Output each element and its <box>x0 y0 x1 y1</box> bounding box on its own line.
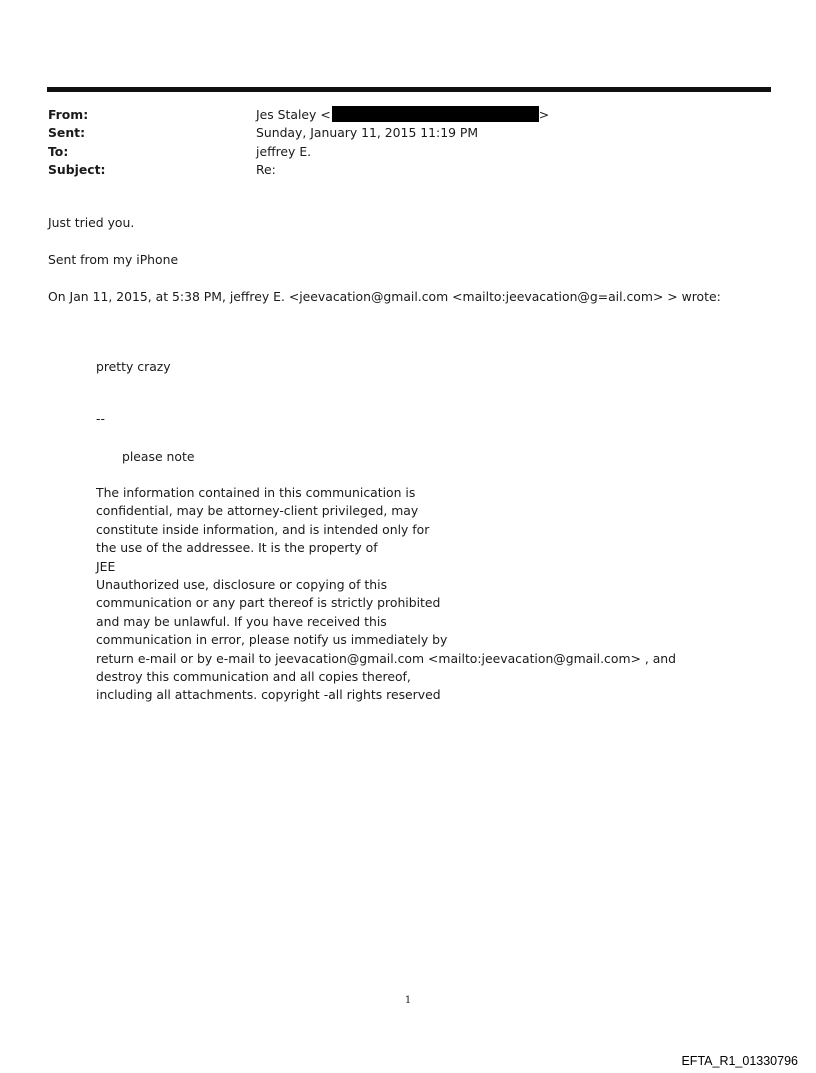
to-label: To: <box>48 143 69 159</box>
disclaimer-line: and may be unlawful. If you have received this <box>96 613 387 629</box>
quoted-message: pretty crazy <box>96 359 171 374</box>
disclaimer-line: destroy this communication and all copies thereof, <box>96 669 411 685</box>
disclaimer-line: JEE <box>96 558 116 574</box>
sent-label: Sent: <box>48 125 86 141</box>
page-number: 1 <box>404 995 412 1006</box>
disclaimer-line: constitute inside information, and is intended only for <box>96 521 430 537</box>
signature-separator: -- <box>96 411 105 426</box>
please-note-heading: please note <box>122 449 195 464</box>
disclaimer-line: The information contained in this communication is <box>96 485 416 500</box>
disclaimer-line: the use of the addressee. It is the property of <box>96 540 378 556</box>
email-body <box>48 214 788 306</box>
disclaimer-line: including all attachments. copyright -all rights reserved <box>96 687 441 703</box>
to-value: jeffrey E. <box>256 143 312 159</box>
sent-row <box>48 124 748 142</box>
from-label: From: <box>48 107 89 122</box>
disclaimer <box>96 484 676 705</box>
subject-row <box>48 161 748 179</box>
sent-value: Sunday, January 11, 2015 11:19 PM <box>256 125 479 141</box>
body-line-quote-intro: On Jan 11, 2015, at 5:38 PM, jeffrey E. <jeevacation@gmail.com <mailto:jeevacation@g=ail.com> > wrote: <box>48 288 721 304</box>
disclaimer-line: return e-mail or by e-mail to jeevacation@gmail.com <mailto:jeevacation@gmail.com> , and <box>96 650 677 666</box>
disclaimer-line: communication in error, please notify us immediately by <box>96 632 448 648</box>
disclaimer-line: Unauthorized use, disclosure or copying of this <box>96 577 388 593</box>
from-value <box>256 106 549 124</box>
redaction-block <box>332 106 539 122</box>
email-header <box>48 106 748 180</box>
from-suffix: > <box>538 107 550 122</box>
from-row <box>48 106 748 124</box>
document-id: EFTA_R1_01330796 <box>681 1054 798 1068</box>
from-name: Jes Staley < <box>256 107 331 122</box>
disclaimer-line: confidential, may be attorney-client privileged, may <box>96 503 419 519</box>
subject-label: Subject: <box>48 162 106 178</box>
subject-value: Re: <box>256 162 276 178</box>
body-line-reply: Just tried you. <box>48 215 135 230</box>
header-divider <box>47 87 771 92</box>
disclaimer-line: communication or any part thereof is strictly prohibited <box>96 595 441 611</box>
to-row <box>48 143 748 161</box>
body-line-signature: Sent from my iPhone <box>48 251 179 267</box>
